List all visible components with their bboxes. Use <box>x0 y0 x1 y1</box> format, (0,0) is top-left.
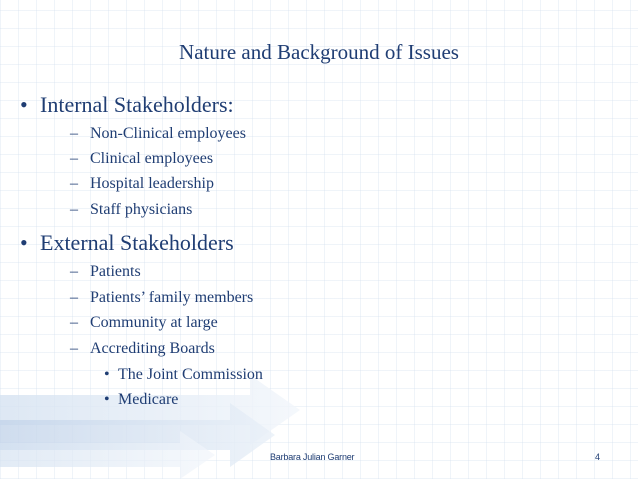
sub-list-item-text: The Joint Commission <box>118 366 263 383</box>
list-item <box>70 125 246 143</box>
list-item <box>70 175 214 193</box>
sub-list-item-text: Medicare <box>118 391 179 408</box>
list-item-text: Patients <box>90 263 141 280</box>
section-heading-text: Internal Stakeholders: <box>40 92 234 117</box>
list-item <box>70 314 218 332</box>
list-item-text: Clinical employees <box>90 150 214 167</box>
list-item <box>70 150 214 168</box>
list-item <box>70 289 254 307</box>
list-item-text: Community at large <box>90 314 218 331</box>
slide-title: Nature and Background of Issues <box>179 40 459 64</box>
dash-icon: – <box>70 125 78 142</box>
section-heading-internal <box>20 92 234 118</box>
dash-icon: – <box>70 289 78 306</box>
list-item-text: Patients’ family members <box>90 289 254 306</box>
dash-icon: – <box>70 263 78 280</box>
dash-icon: – <box>70 150 78 167</box>
section-heading-external <box>20 230 234 256</box>
list-item <box>70 263 141 281</box>
dash-icon: – <box>70 340 78 357</box>
bullet-icon: • <box>104 391 110 408</box>
bullet-icon: • <box>20 92 28 117</box>
page-number: 4 <box>595 452 601 462</box>
bullet-icon: • <box>104 366 110 383</box>
sub-list-item <box>104 391 179 409</box>
list-item-text: Staff physicians <box>90 201 193 218</box>
dash-icon: – <box>70 201 78 218</box>
sub-list-item <box>104 366 263 384</box>
list-item-text: Accrediting Boards <box>90 340 215 357</box>
list-item-text: Non-Clinical employees <box>90 125 246 142</box>
dash-icon: – <box>70 175 78 192</box>
list-item <box>70 340 215 358</box>
list-item <box>70 201 193 219</box>
list-item-text: Hospital leadership <box>90 175 214 192</box>
footer-author: Barbara Julian Garner <box>270 452 355 462</box>
section-heading-text: External Stakeholders <box>40 230 234 255</box>
bullet-icon: • <box>20 230 28 255</box>
dash-icon: – <box>70 314 78 331</box>
